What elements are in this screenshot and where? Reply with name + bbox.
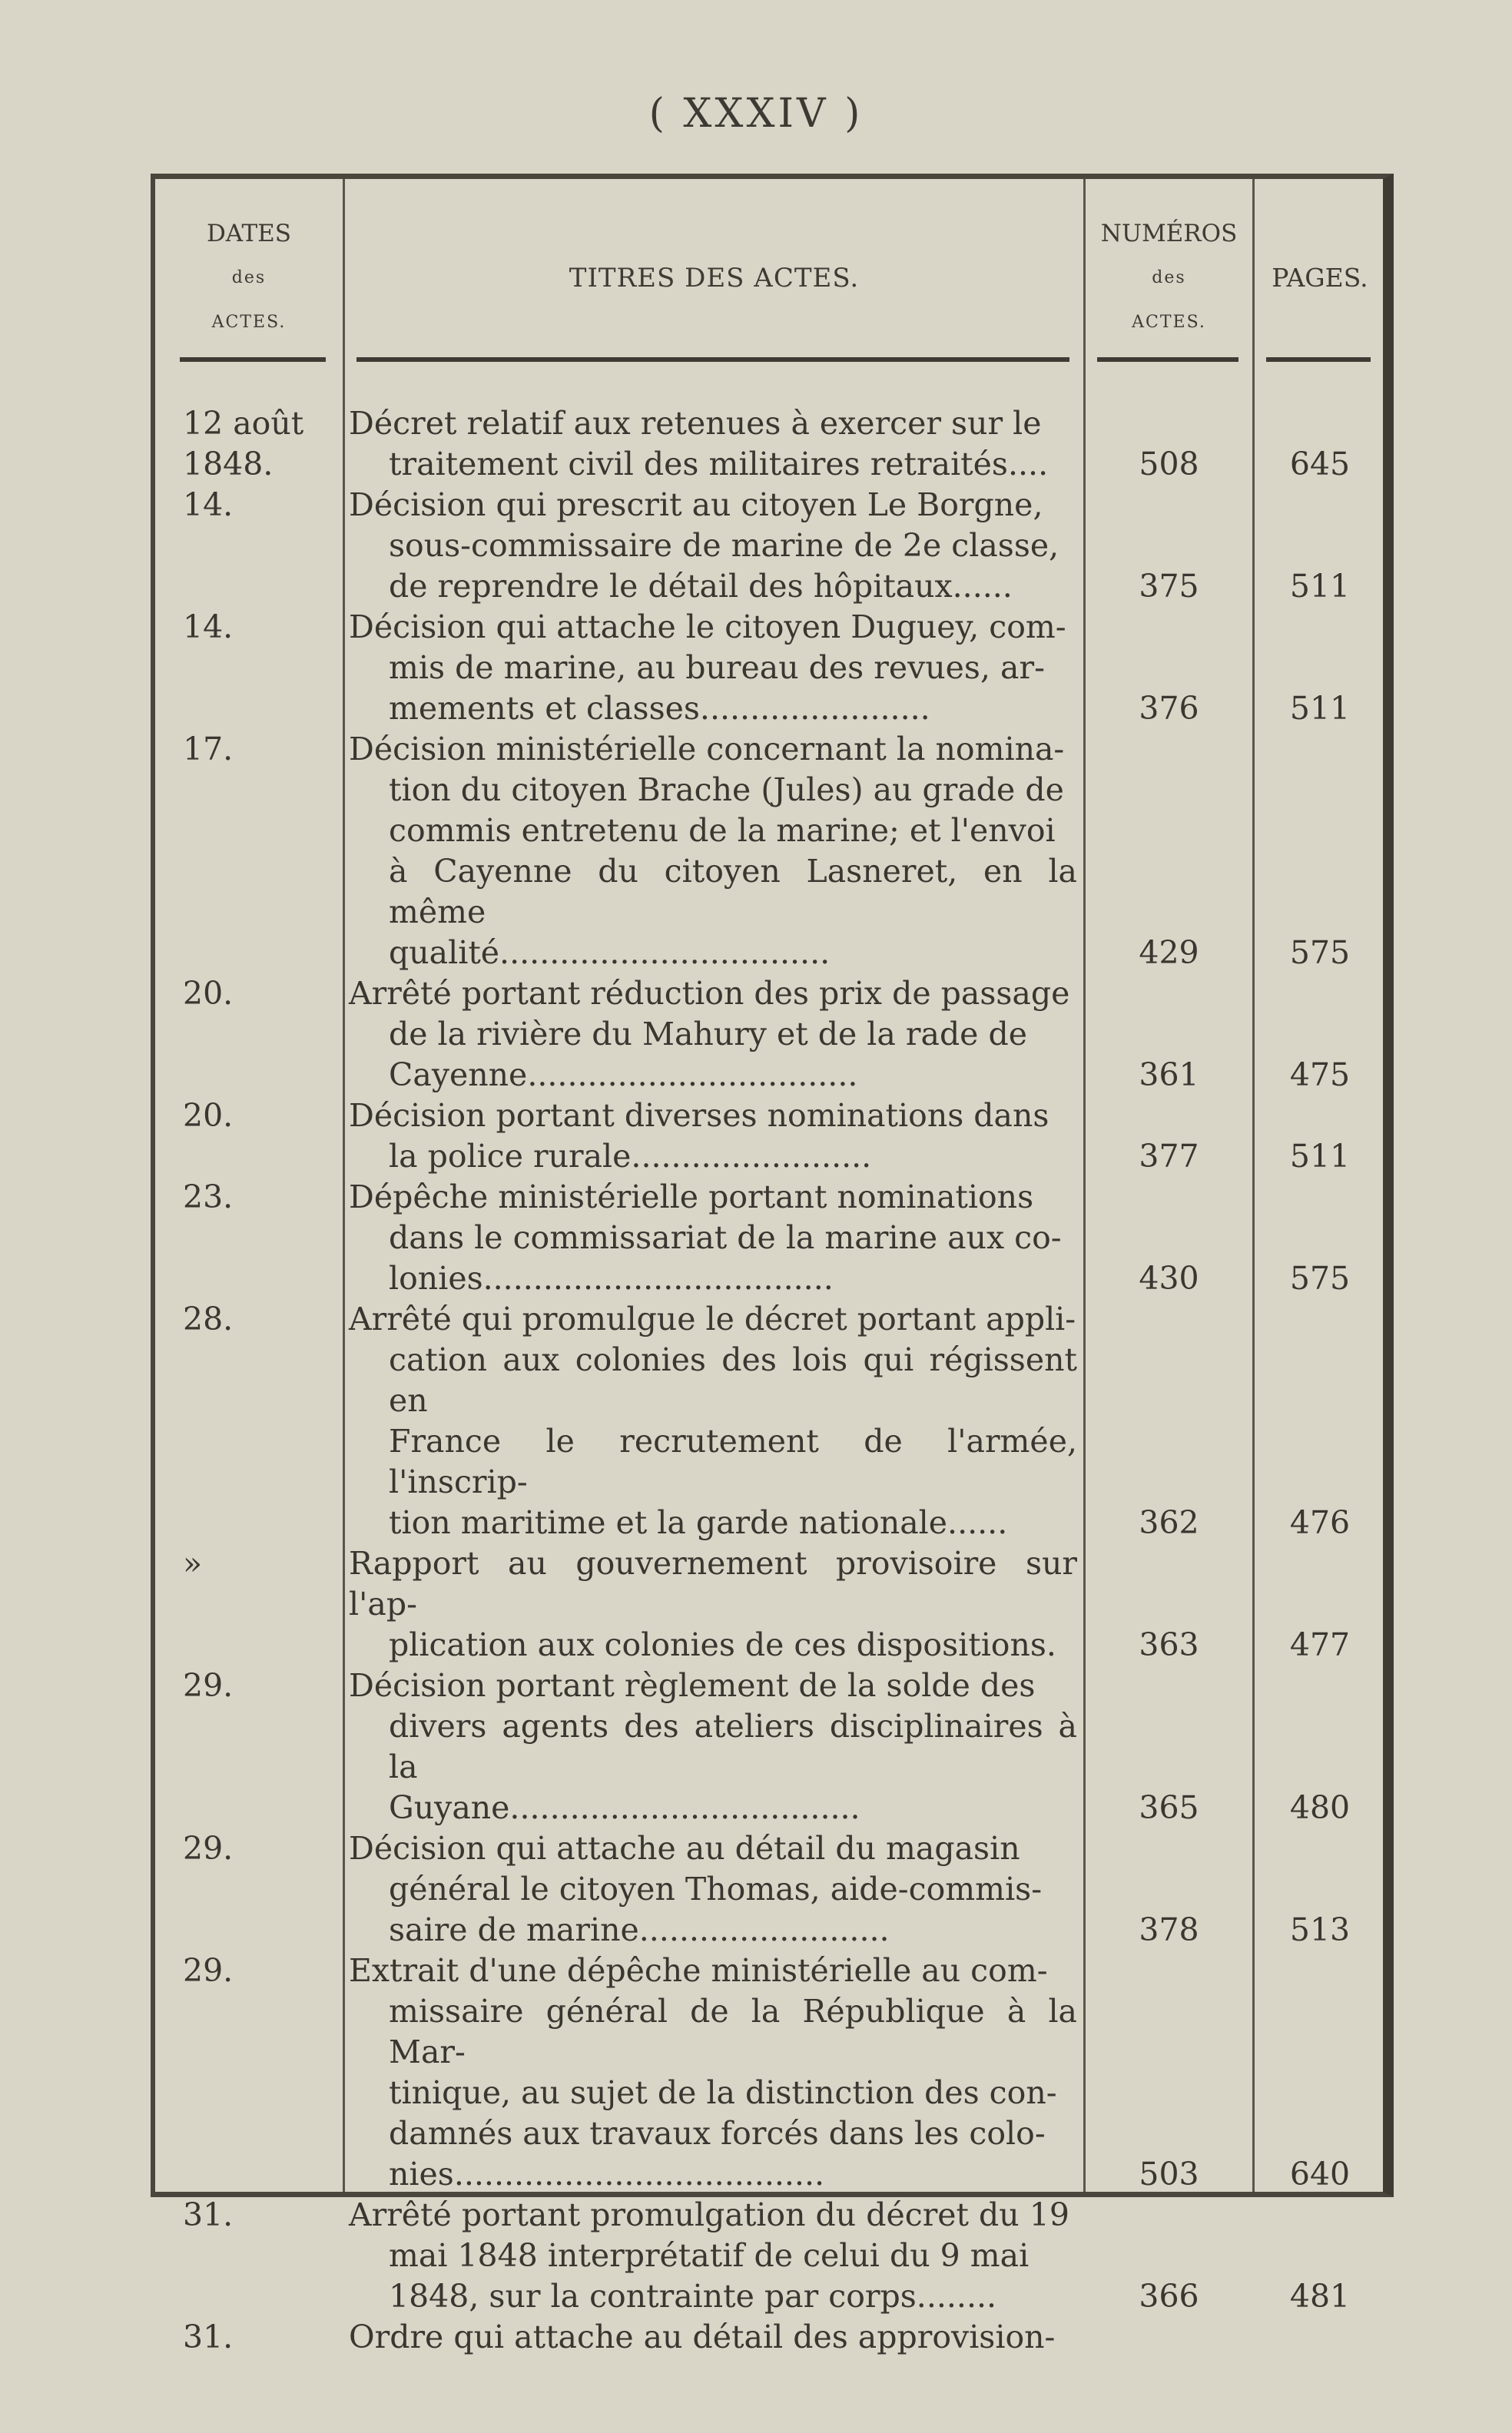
entry-number: 366 bbox=[1139, 2278, 1199, 2315]
entry-date-line: 20. bbox=[183, 1097, 234, 1134]
entry-title-line: Extrait d'une dépêche ministérielle au com- bbox=[349, 1952, 1048, 1989]
entry-date-line: 23. bbox=[183, 1178, 234, 1215]
entry-title bbox=[349, 1666, 1077, 1828]
entry-date-line: 31. bbox=[183, 2319, 234, 2355]
entry-title-line: commis entretenu de la marine; et l'envoi bbox=[389, 812, 1056, 849]
entry-title bbox=[349, 1951, 1077, 2195]
entry-title-line: saire de marine......................... bbox=[389, 1911, 890, 1948]
entry-title-line: Dépêche ministérielle portant nominations bbox=[349, 1178, 1034, 1215]
entry-title bbox=[349, 403, 1077, 485]
entry-title-line: Rapport au gouvernement provisoire sur l'ap- bbox=[349, 1545, 1077, 1623]
entry-title bbox=[349, 1543, 1077, 1666]
entry-date-line: 12 août bbox=[183, 405, 304, 442]
entry-title-line: général le citoyen Thomas, aide-commis- bbox=[389, 1871, 1043, 1908]
table-row bbox=[155, 2317, 1384, 2358]
entry-date-line: 1848. bbox=[183, 446, 274, 482]
entry-title-line: France le recrutement de l'armée, l'inscrip- bbox=[389, 1423, 1077, 1500]
entry-title bbox=[349, 485, 1077, 607]
entry-title-line: à Cayenne du citoyen Lasneret, en la même bbox=[389, 853, 1077, 930]
entry-page: 645 bbox=[1289, 446, 1351, 482]
entry-title-line: missaire général de la République à la Mar- bbox=[389, 1993, 1077, 2070]
entry-page: 477 bbox=[1289, 1626, 1351, 1663]
entry-number: 377 bbox=[1139, 1138, 1199, 1175]
entry-page: 480 bbox=[1289, 1789, 1351, 1826]
entry-page: 476 bbox=[1289, 1504, 1351, 1541]
table-row bbox=[155, 1666, 1384, 1828]
table-row bbox=[155, 1828, 1384, 1951]
entry-title-line: Décision ministérielle concernant la nomina- bbox=[349, 731, 1065, 767]
entry-date bbox=[183, 485, 337, 525]
entry-title-line: mis de marine, au bureau des revues, ar- bbox=[389, 649, 1045, 686]
entry-date bbox=[183, 1543, 337, 1584]
entry-title-line: de reprendre le détail des hôpitaux...... bbox=[389, 568, 1013, 605]
entry-title-line: mai 1848 interprétatif de celui du 9 mai bbox=[389, 2237, 1030, 2274]
table-row bbox=[155, 403, 1384, 485]
entry-number: 375 bbox=[1139, 568, 1199, 605]
entry-date bbox=[183, 1177, 337, 1218]
entry-date-line: 14. bbox=[183, 608, 234, 645]
entry-title-line: qualité................................. bbox=[389, 934, 831, 971]
entry-title bbox=[349, 2317, 1077, 2358]
entry-title-line: 1848, sur la contrainte par corps........ bbox=[389, 2278, 997, 2315]
header-rule bbox=[180, 357, 326, 362]
table-row bbox=[155, 973, 1384, 1096]
table-row bbox=[155, 1543, 1384, 1666]
entry-date bbox=[183, 1666, 337, 1706]
entry-date bbox=[183, 2317, 337, 2358]
entry-title-line: divers agents des ateliers disciplinaires à la bbox=[389, 1708, 1077, 1785]
entry-page: 575 bbox=[1289, 1260, 1351, 1297]
entry-date bbox=[183, 2195, 337, 2236]
table-row bbox=[155, 1299, 1384, 1543]
entry-title-line: la police rurale........................ bbox=[389, 1138, 872, 1175]
entry-page: 511 bbox=[1289, 1138, 1351, 1175]
entry-title-line: Décision portant diverses nominations dans bbox=[349, 1097, 1049, 1134]
entry-title-line: Arrêté qui promulgue le décret portant appli- bbox=[349, 1301, 1076, 1337]
entry-date bbox=[183, 607, 337, 648]
entry-title bbox=[349, 1177, 1077, 1299]
entry-date bbox=[183, 1299, 337, 1340]
entry-page: 640 bbox=[1289, 2156, 1351, 2193]
table-row bbox=[155, 607, 1384, 729]
entry-title-line: plication aux colonies de ces dispositions. bbox=[389, 1626, 1056, 1663]
entry-title-line: cation aux colonies des lois qui régissent en bbox=[389, 1341, 1077, 1419]
entry-title-line: lonies................................... bbox=[389, 1260, 834, 1297]
entry-date-line: » bbox=[183, 1545, 203, 1582]
entry-title bbox=[349, 1828, 1077, 1951]
entry-date-line: 31. bbox=[183, 2196, 234, 2233]
entry-title-line: damnés aux travaux forcés dans les colo- bbox=[389, 2115, 1046, 2152]
entry-date bbox=[183, 1096, 337, 1136]
entry-number: 429 bbox=[1139, 934, 1199, 971]
entry-number: 503 bbox=[1139, 2156, 1199, 2193]
entry-date bbox=[183, 729, 337, 770]
table-row bbox=[155, 729, 1384, 973]
entry-title-line: de la rivière du Mahury et de la rade de bbox=[389, 1016, 1027, 1052]
entry-title-line: Décret relatif aux retenues à exercer sur le bbox=[349, 405, 1042, 442]
table-row bbox=[155, 1177, 1384, 1299]
entry-title-line: Cayenne................................. bbox=[389, 1056, 858, 1093]
entry-title-line: Décision qui attache au détail du magasin bbox=[349, 1830, 1020, 1867]
table-frame bbox=[151, 174, 1394, 2355]
column-header-titres: TITRES DES ACTES. bbox=[569, 263, 860, 293]
header-rule bbox=[1266, 357, 1371, 362]
entry-number: 430 bbox=[1139, 1260, 1199, 1297]
entry-date-line: 28. bbox=[183, 1301, 234, 1337]
header-rule bbox=[1097, 357, 1238, 362]
entry-date bbox=[183, 973, 337, 1014]
table-row bbox=[155, 2195, 1384, 2317]
entry-title-line: Décision qui attache le citoyen Duguey, com- bbox=[349, 608, 1066, 645]
table-row bbox=[155, 485, 1384, 607]
entry-date bbox=[183, 1951, 337, 1991]
entry-page: 481 bbox=[1289, 2278, 1351, 2315]
entry-title-line: Décision qui prescrit au citoyen Le Borgne, bbox=[349, 486, 1043, 523]
entry-number: 361 bbox=[1139, 1056, 1199, 1093]
entry-date-line: 29. bbox=[183, 1667, 234, 1704]
entry-title-line: Décision portant règlement de la solde des bbox=[349, 1667, 1036, 1704]
entry-date-line: 17. bbox=[183, 731, 234, 767]
entry-title-line: tion du citoyen Brache (Jules) au grade de bbox=[389, 771, 1064, 808]
entry-number: 376 bbox=[1139, 690, 1199, 727]
entry-title-line: tion maritime et la garde nationale...... bbox=[389, 1504, 1008, 1541]
entry-title bbox=[349, 1096, 1077, 1177]
entry-date-line: 20. bbox=[183, 975, 234, 1012]
entry-page: 575 bbox=[1289, 934, 1351, 971]
entry-number: 365 bbox=[1139, 1789, 1199, 1826]
entry-page: 513 bbox=[1289, 1911, 1351, 1948]
header-rule bbox=[356, 357, 1069, 362]
entry-title-line: dans le commissariat de la marine aux co- bbox=[389, 1219, 1062, 1256]
entry-number: 362 bbox=[1139, 1504, 1199, 1541]
entry-title bbox=[349, 607, 1077, 729]
entry-title-line: sous-commissaire de marine de 2e classe, bbox=[389, 527, 1059, 564]
entry-title-line: Arrêté portant réduction des prix de passage bbox=[349, 975, 1070, 1012]
entries-list bbox=[155, 403, 1384, 2358]
entry-title bbox=[349, 729, 1077, 973]
entry-number: 363 bbox=[1139, 1626, 1199, 1663]
column-header-numeros: NUMÉROS des ACTES. bbox=[1100, 220, 1238, 332]
entry-title-line: Arrêté portant promulgation du décret du 19 bbox=[349, 2196, 1069, 2233]
page-number: ( XXXIV ) bbox=[648, 91, 864, 137]
entry-number: 508 bbox=[1139, 446, 1199, 482]
entry-number: 378 bbox=[1139, 1911, 1199, 1948]
entry-title bbox=[349, 1299, 1077, 1543]
entry-date bbox=[183, 1828, 337, 1869]
entry-date-line: 14. bbox=[183, 486, 234, 523]
entry-title bbox=[349, 2195, 1077, 2317]
column-header-dates: DATES des ACTES. bbox=[206, 220, 292, 332]
entry-page: 511 bbox=[1289, 568, 1351, 605]
entry-title-line: traitement civil des militaires retraités.... bbox=[389, 446, 1049, 482]
entry-date bbox=[183, 403, 337, 485]
entry-title bbox=[349, 973, 1077, 1096]
entry-title-line: Guyane................................... bbox=[389, 1789, 860, 1826]
entry-page: 511 bbox=[1289, 690, 1351, 727]
entry-date-line: 29. bbox=[183, 1830, 234, 1867]
entry-title-line: mements et classes....................... bbox=[389, 690, 930, 727]
entry-page: 475 bbox=[1289, 1056, 1351, 1093]
table-row bbox=[155, 1096, 1384, 1177]
entry-title-line: tinique, au sujet de la distinction des con- bbox=[389, 2074, 1057, 2111]
table-row bbox=[155, 1951, 1384, 2195]
entry-title-line: Ordre qui attache au détail des approvision- bbox=[349, 2319, 1056, 2355]
entry-title-line: nies..................................... bbox=[389, 2156, 825, 2193]
entry-date-line: 29. bbox=[183, 1952, 234, 1989]
column-header-pages: PAGES. bbox=[1272, 263, 1368, 293]
